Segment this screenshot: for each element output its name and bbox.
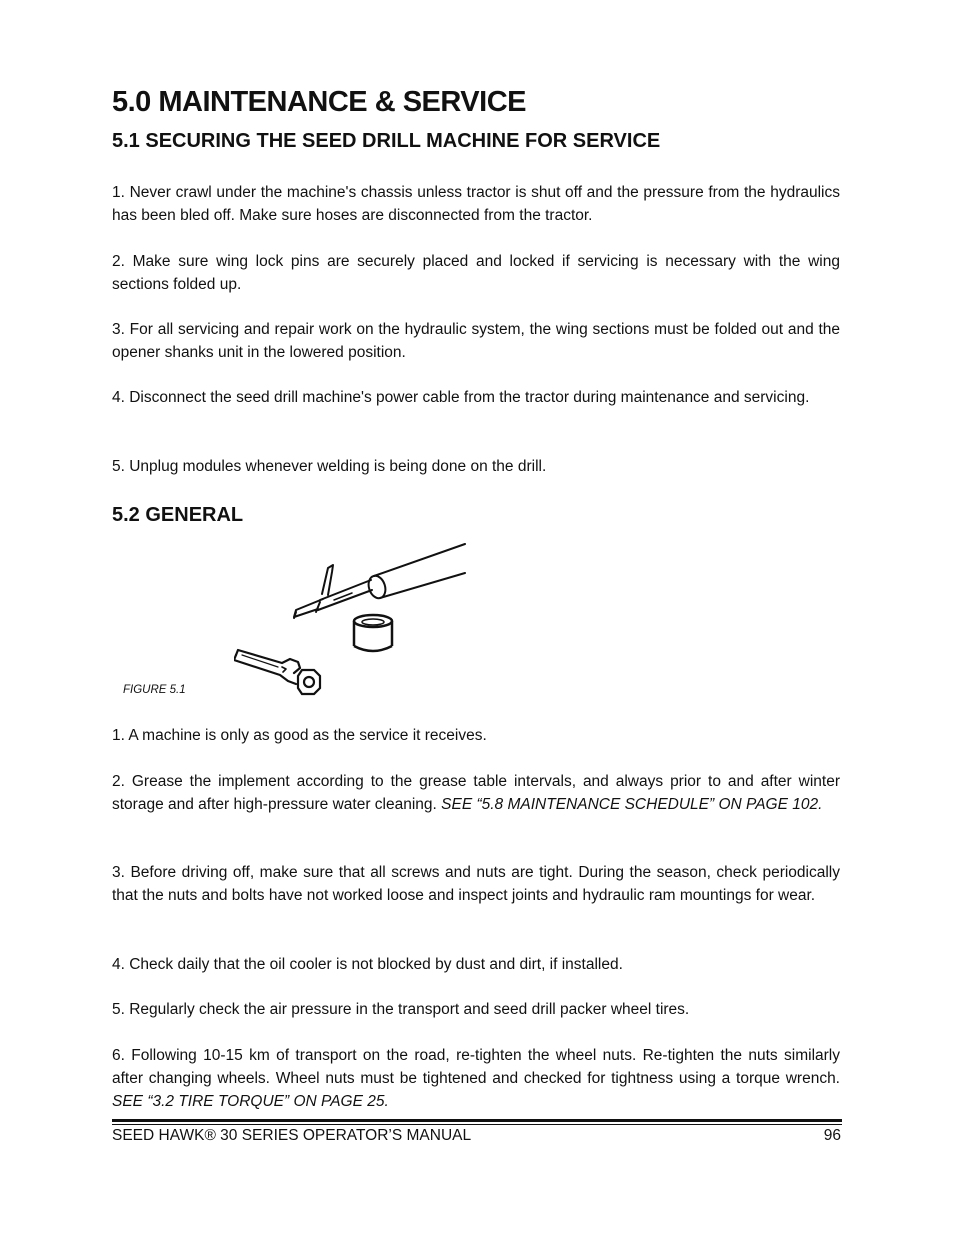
section-5-2-item-3 (112, 861, 840, 907)
section-5-1-item-2: 2. Make sure wing lock pins are securely placed and locked if servicing is necessary with the wing sections folded up. (112, 253, 840, 293)
section-5-1-item-5: 5. Unplug modules whenever welding is being done on the drill. (112, 458, 547, 475)
item-text: 2. Grease the implement according to the grease table intervals, and always prior to and after winter storage and after high-pressure water cleaning. (112, 773, 840, 813)
section-5-1-item-3: 3. For all servicing and repair work on the hydraulic system, the wing sections must be folded out and the opener shanks unit in the lowered position. (112, 321, 840, 361)
section-5-1-item-4: 4. Disconnect the seed drill machine's power cable from the tractor during maintenance and servicing. (112, 389, 810, 406)
item-text: 3. Before driving off, make sure that all screws and nuts are tight. During the season, check periodically that the nuts and bolts have not worked loose and inspect joints and hydraulic ram mountings for wear. (112, 864, 840, 904)
section-5-2-item-4 (112, 953, 840, 976)
item-text: 4. Check daily that the oil cooler is not blocked by dust and dirt, if installed. (112, 956, 623, 973)
section-5-2-item-6 (112, 1044, 840, 1113)
grease-tools-illustration (234, 542, 470, 704)
item-text: 1. A machine is only as good as the service it receives. (112, 727, 487, 744)
section-5-1-title: 5.1 SECURING THE SEED DRILL MACHINE FOR SERVICE (112, 130, 661, 152)
footer-rule-thick (112, 1119, 842, 1122)
section-5-2-item-2 (112, 770, 840, 816)
cross-reference: SEE “3.2 TIRE TORQUE” ON PAGE 25. (112, 1093, 389, 1110)
page-title: 5.0 MAINTENANCE & SERVICE (112, 86, 526, 118)
footer-manual-title: SEED HAWK® 30 SERIES OPERATOR’S MANUAL (112, 1127, 472, 1144)
cross-reference: SEE “5.8 MAINTENANCE SCHEDULE” ON PAGE 102. (441, 796, 823, 813)
section-5-1-item-1: 1. Never crawl under the machine's chassis unless tractor is shut off and the pressure from the hydraulics has been bled off. Make sure hoses are disconnected from the tractor. (112, 184, 840, 224)
section-5-2-item-5 (112, 998, 840, 1021)
item-text: 6. Following 10-15 km of transport on the road, re-tighten the wheel nuts. Re-tighten the nuts similarly after changing wheels. Wheel nuts must be tightened and checked for tightness using a torque wrench. (112, 1047, 840, 1087)
figure-caption: FIGURE 5.1 (123, 684, 186, 696)
footer-rule-thin (112, 1124, 842, 1125)
section-5-2-title: 5.2 GENERAL (112, 504, 244, 526)
footer-page-number: 96 (823, 1127, 841, 1144)
section-5-2-item-1 (112, 724, 840, 747)
item-text: 5. Regularly check the air pressure in the transport and seed drill packer wheel tires. (112, 1001, 690, 1018)
